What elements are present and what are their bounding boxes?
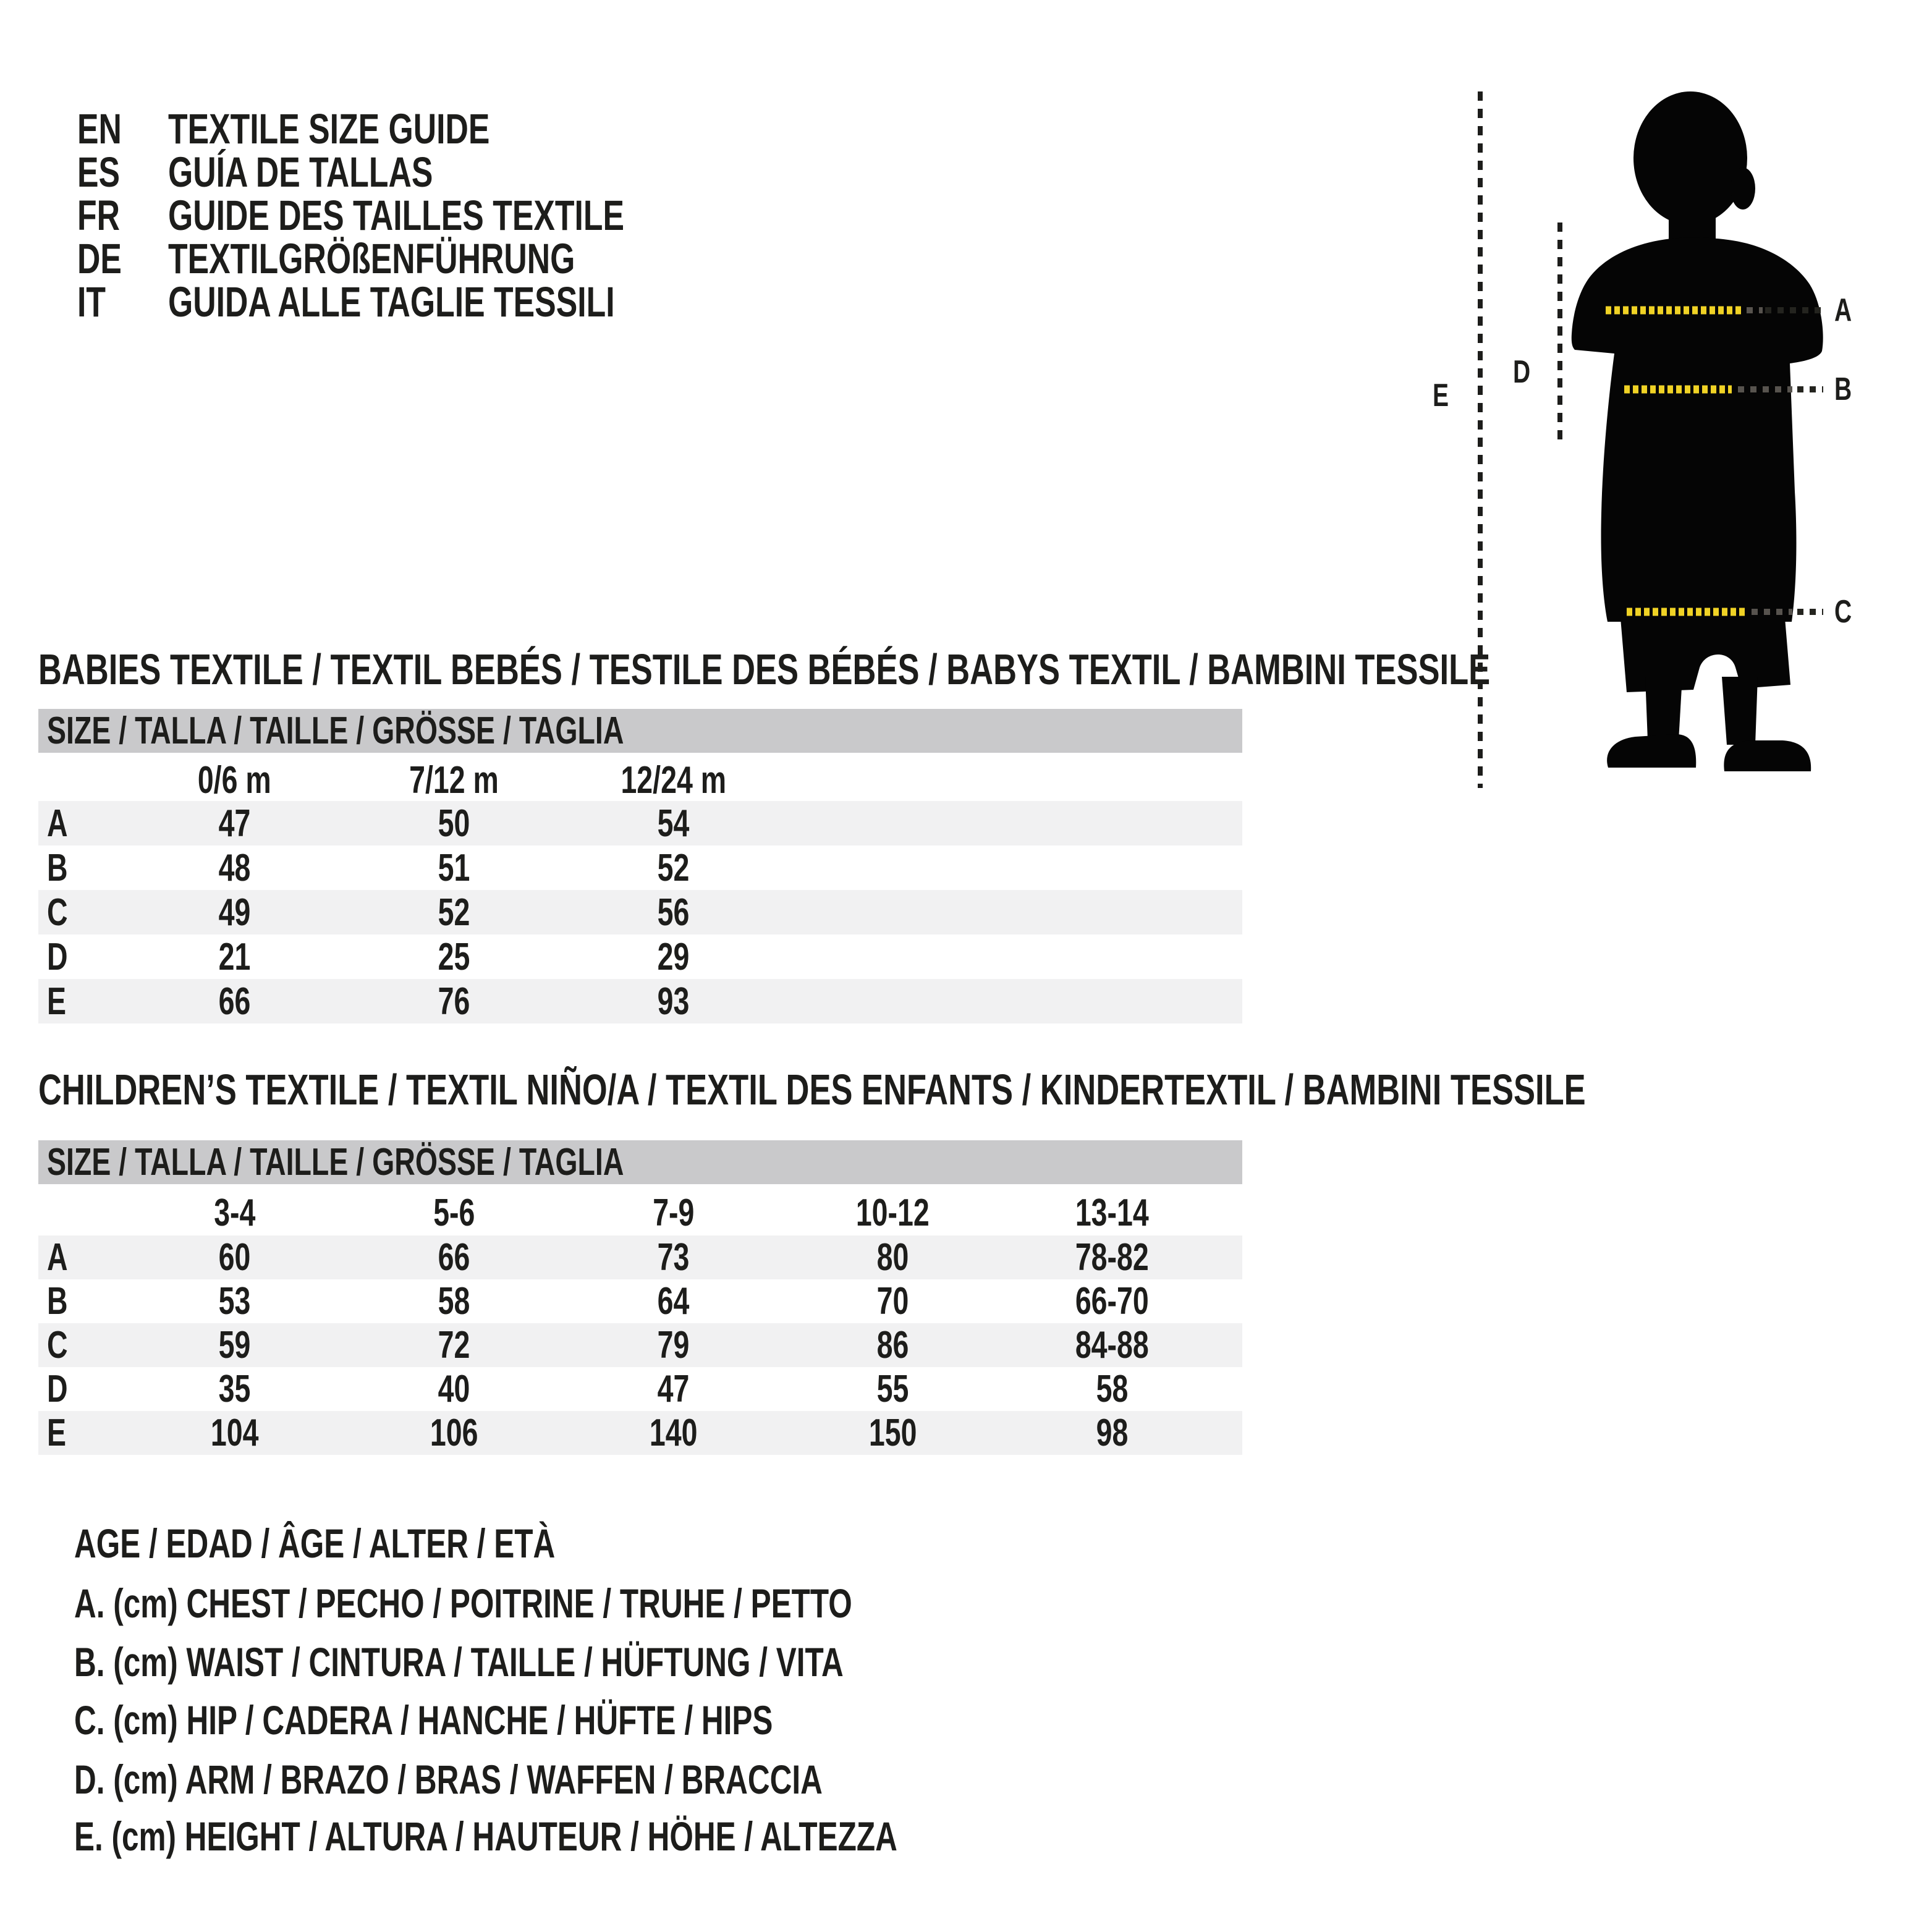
table-cell: 140 [649, 1412, 698, 1454]
table-cell: 70 [876, 1280, 909, 1323]
table-cell: 25 [438, 935, 470, 978]
table-cell: 58 [1096, 1368, 1129, 1410]
language-title: GUIDA ALLE TAGLIE TESSILI [168, 278, 615, 326]
row-label: C [47, 1324, 68, 1366]
table-cell: 50 [438, 802, 470, 845]
table-cell: 55 [876, 1368, 909, 1410]
language-title: TEXTILGRÖßENFÜHRUNG [168, 235, 575, 282]
row-label: A [47, 802, 68, 845]
table-cell: 86 [876, 1324, 909, 1366]
table-cell: 66-70 [1075, 1280, 1149, 1323]
table-cell: 59 [218, 1324, 251, 1366]
column-header: 13-14 [1075, 1191, 1149, 1234]
language-code: ES [77, 148, 121, 196]
table-cell: 98 [1096, 1412, 1129, 1454]
legend-arm: D. (cm) ARM / BRAZO / BRAS / WAFFEN / BRACCIA [74, 1756, 823, 1802]
figure-label-d: D [1513, 354, 1531, 390]
child-silhouette-diagram [1409, 74, 1932, 803]
table-cell: 66 [438, 1236, 470, 1279]
table-cell: 79 [657, 1324, 690, 1366]
table-row [38, 1279, 1242, 1323]
table-cell: 48 [218, 846, 251, 889]
legend-age: AGE / EDAD / ÂGE / ALTER / ETÀ [74, 1520, 556, 1566]
table-cell: 80 [876, 1236, 909, 1279]
figure-label-c: C [1834, 594, 1852, 630]
table-cell: 35 [218, 1368, 251, 1410]
row-label: D [47, 935, 68, 978]
children-column-header-row [38, 1192, 1242, 1234]
table-cell: 51 [438, 846, 470, 889]
row-label: E [47, 980, 67, 1023]
column-header: 10-12 [856, 1191, 930, 1234]
legend-chest: A. (cm) CHEST / PECHO / POITRINE / TRUHE / PETTO [74, 1580, 852, 1626]
table-cell: 58 [438, 1280, 470, 1323]
table-cell: 29 [657, 935, 690, 978]
figure-label-a: A [1834, 292, 1852, 328]
table-cell: 73 [657, 1236, 690, 1279]
table-cell: 54 [657, 802, 690, 845]
babies-section-heading: BABIES TEXTILE / TEXTIL BEBÉS / TESTILE DES BÉBÉS / BABYS TEXTIL / BAMBINI TESSILE [38, 645, 1491, 693]
column-header: 7-9 [652, 1191, 695, 1234]
table-row [38, 1235, 1242, 1279]
table-cell: 49 [218, 891, 251, 934]
column-header: 12/24 m [621, 758, 726, 802]
table-row [38, 845, 1242, 890]
language-code: DE [77, 235, 122, 282]
column-header: 5-6 [433, 1191, 475, 1234]
table-cell: 84-88 [1075, 1324, 1149, 1366]
column-header: 3-4 [213, 1191, 256, 1234]
table-cell: 64 [657, 1280, 690, 1323]
row-label: D [47, 1368, 68, 1410]
row-label: E [47, 1412, 67, 1454]
table-cell: 150 [868, 1412, 917, 1454]
table-cell: 60 [218, 1236, 251, 1279]
table-row [38, 1323, 1242, 1367]
language-code: FR [77, 192, 120, 239]
legend-hip: C. (cm) HIP / CADERA / HANCHE / HÜFTE / HIPS [74, 1697, 773, 1743]
column-header: 0/6 m [198, 758, 271, 802]
table-row [38, 979, 1242, 1023]
language-title: TEXTILE SIZE GUIDE [168, 105, 490, 153]
table-row [38, 1411, 1242, 1455]
table-row [38, 801, 1242, 845]
table-cell: 72 [438, 1324, 470, 1366]
babies-column-header-row [38, 759, 1242, 801]
figure-label-b: B [1834, 371, 1852, 407]
table-cell: 47 [657, 1368, 690, 1410]
table-cell: 47 [218, 802, 251, 845]
table-cell: 104 [210, 1412, 259, 1454]
size-header-label: SIZE / TALLA / TAILLE / GRÖSSE / TAGLIA [47, 1141, 624, 1184]
table-cell: 78-82 [1075, 1236, 1149, 1279]
babies-size-header-bar [38, 709, 1242, 753]
size-header-label: SIZE / TALLA / TAILLE / GRÖSSE / TAGLIA [47, 710, 624, 752]
language-title: GUÍA DE TALLAS [168, 148, 433, 196]
row-label: C [47, 891, 68, 934]
children-section-heading: CHILDREN’S TEXTILE / TEXTIL NIÑO/A / TEXTIL DES ENFANTS / KINDERTEXTIL / BAMBINI TESSILE [38, 1066, 1586, 1114]
table-cell: 52 [657, 846, 690, 889]
row-label: B [47, 1280, 68, 1323]
table-row [38, 934, 1242, 979]
table-row [38, 890, 1242, 934]
figure-label-e: E [1433, 378, 1449, 413]
table-cell: 106 [430, 1412, 478, 1454]
legend-waist: B. (cm) WAIST / CINTURA / TAILLE / HÜFTUNG / VITA [74, 1639, 844, 1685]
table-cell: 21 [218, 935, 251, 978]
table-row [38, 1367, 1242, 1411]
table-cell: 66 [218, 980, 251, 1023]
table-cell: 40 [438, 1368, 470, 1410]
language-code: IT [77, 278, 106, 326]
table-cell: 53 [218, 1280, 251, 1323]
column-header: 7/12 m [409, 758, 499, 802]
table-cell: 76 [438, 980, 470, 1023]
language-title: GUIDE DES TAILLES TEXTILE [168, 192, 624, 239]
legend-height: E. (cm) HEIGHT / ALTURA / HAUTEUR / HÖHE / ALTEZZA [74, 1813, 897, 1859]
language-code: EN [77, 105, 122, 153]
table-cell: 52 [438, 891, 470, 934]
table-cell: 93 [657, 980, 690, 1023]
row-label: A [47, 1236, 68, 1279]
row-label: B [47, 846, 68, 889]
children-size-header-bar [38, 1140, 1242, 1184]
table-cell: 56 [657, 891, 690, 934]
